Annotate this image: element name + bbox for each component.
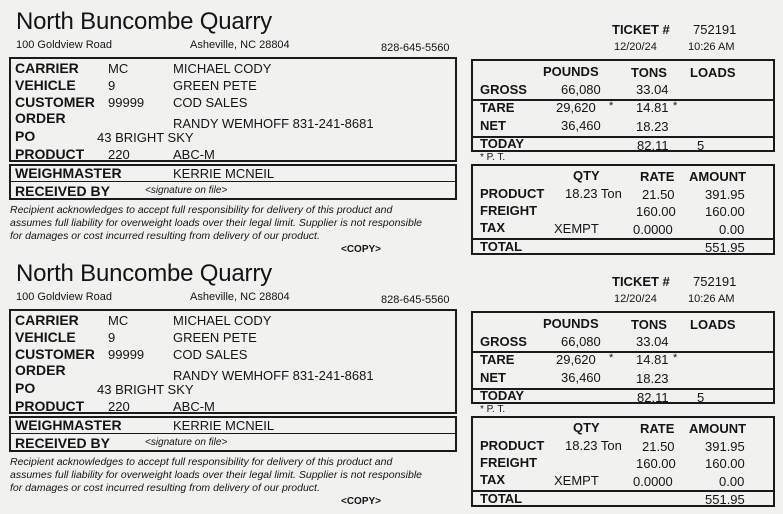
weighmaster-label: WEIGHMASTER	[15, 417, 122, 433]
carrier-code: MC	[108, 313, 129, 328]
vehicle-label: VEHICLE	[15, 329, 76, 345]
vehicle-code: 9	[108, 330, 116, 345]
customer-label: CUSTOMER	[15, 94, 95, 110]
net-tons: 18.23	[636, 119, 669, 134]
freight-amount: 160.00	[705, 204, 745, 219]
customer-name: COD SALES	[173, 347, 248, 362]
signature-on-file: <signature on file>	[145, 437, 228, 448]
product-code: 220	[108, 147, 130, 162]
tare-tons: 14.81	[636, 100, 669, 115]
today-tons: 82.11	[637, 390, 669, 405]
tax-label: TAX	[480, 220, 506, 235]
tax-rate: 0.0000	[633, 474, 673, 489]
pounds-header: POUNDS	[543, 316, 599, 331]
ticket-number: 752191	[693, 22, 737, 37]
gross-pounds: 66,080	[561, 334, 601, 349]
company-address: 100 Goldview Road	[16, 291, 113, 303]
charge-product-rate: 21.50	[642, 187, 675, 202]
tax-amount: 0.00	[719, 222, 745, 237]
ticket-label: TICKET #	[612, 22, 670, 37]
gross-divider	[472, 351, 774, 353]
weighmaster-divider	[10, 181, 456, 182]
carrier-code: MC	[108, 61, 129, 76]
tare-label: TARE	[480, 352, 515, 367]
rate-header: RATE	[640, 421, 675, 436]
tare-tons: 14.81	[636, 352, 669, 367]
po-value: 43 BRIGHT SKY	[97, 382, 194, 397]
company-phone: 828-645-5560	[381, 294, 450, 306]
weighmaster-divider	[10, 433, 456, 434]
weighmaster-name: KERRIE MCNEIL	[173, 166, 275, 181]
tons-header: TONS	[631, 317, 667, 332]
total-label: TOTAL	[480, 239, 523, 254]
copy-mark: <COPY>	[341, 244, 382, 255]
carrier-label: CARRIER	[15, 60, 79, 76]
net-tons: 18.23	[636, 371, 669, 386]
ticket-number: 752191	[693, 274, 737, 289]
tare-pt-mark: *	[609, 100, 614, 112]
vehicle-name: GREEN PETE	[173, 330, 257, 345]
loads-header: LOADS	[690, 317, 736, 332]
charge-product-rate: 21.50	[642, 439, 675, 454]
vehicle-code: 9	[108, 78, 116, 93]
tare-tons-mark: *	[673, 100, 678, 112]
charge-product-label: PRODUCT	[480, 186, 545, 201]
tare-label: TARE	[480, 100, 515, 115]
company-city: Asheville, NC 28804	[190, 39, 290, 51]
company-name: North Buncombe Quarry	[16, 8, 272, 35]
tare-tons-mark: *	[673, 352, 678, 364]
today-loads: 5	[697, 138, 705, 153]
disclaimer-line-3: for damages or cost incurred resulting from delivery of our product.	[10, 230, 320, 242]
tare-pounds: 29,620	[556, 352, 596, 367]
charge-product-amount: 391.95	[705, 187, 745, 202]
tax-label: TAX	[480, 472, 506, 487]
freight-label: FREIGHT	[480, 455, 538, 470]
copy-mark: <COPY>	[341, 496, 382, 507]
gross-label: GROSS	[480, 334, 527, 349]
total-amount: 551.95	[705, 240, 745, 255]
customer-code: 99999	[108, 347, 145, 362]
qty-header: QTY	[573, 420, 600, 435]
disclaimer-line-1: Recipient acknowledges to accept full responsibility for delivery of this product and	[10, 204, 393, 216]
freight-amount: 160.00	[705, 456, 745, 471]
tons-header: TONS	[631, 65, 667, 80]
charge-product-label: PRODUCT	[480, 438, 545, 453]
tax-rate: 0.0000	[633, 222, 673, 237]
weighmaster-name: KERRIE MCNEIL	[173, 418, 275, 433]
order-label: ORDER	[15, 110, 66, 126]
ticket-date: 12/20/24	[614, 293, 657, 305]
company-phone: 828-645-5560	[381, 42, 450, 54]
product-name: ABC-M	[173, 147, 215, 162]
company-address: 100 Goldview Road	[16, 39, 113, 51]
gross-tons: 33.04	[636, 82, 669, 97]
gross-label: GROSS	[480, 82, 527, 97]
product-code: 220	[108, 399, 130, 414]
company-city: Asheville, NC 28804	[190, 291, 290, 303]
carrier-name: MICHAEL CODY	[173, 61, 272, 76]
gross-pounds: 66,080	[561, 82, 601, 97]
ticket-time: 10:26 AM	[688, 293, 735, 305]
po-label: PO	[15, 380, 36, 396]
order-label: ORDER	[15, 362, 66, 378]
product-label: PRODUCT	[15, 146, 85, 162]
carrier-name: MICHAEL CODY	[173, 313, 272, 328]
pounds-header: POUNDS	[543, 64, 599, 79]
amount-header: AMOUNT	[689, 421, 747, 436]
customer-label: CUSTOMER	[15, 346, 95, 362]
pt-note: * P. T.	[480, 404, 506, 415]
product-label: PRODUCT	[15, 398, 85, 414]
tax-qty: XEMPT	[554, 473, 599, 488]
total-label: TOTAL	[480, 491, 523, 506]
carrier-label: CARRIER	[15, 312, 79, 328]
weighmaster-label: WEIGHMASTER	[15, 165, 122, 181]
amount-header: AMOUNT	[689, 169, 747, 184]
company-name: North Buncombe Quarry	[16, 260, 272, 287]
tare-pt-mark: *	[609, 352, 614, 364]
ticket-label: TICKET #	[612, 274, 670, 289]
ticket-date: 12/20/24	[614, 41, 657, 53]
disclaimer-line-2: assumes full liability for overweight loads over their legal limit. Supplier is not responsible	[10, 469, 423, 481]
freight-rate: 160.00	[636, 456, 676, 471]
net-pounds: 36,460	[561, 118, 601, 133]
total-amount: 551.95	[705, 492, 745, 507]
tare-pounds: 29,620	[556, 100, 596, 115]
freight-rate: 160.00	[636, 204, 676, 219]
scale-ticket	[0, 252, 783, 509]
received-by-label: RECEIVED BY	[15, 183, 110, 199]
vehicle-label: VEHICLE	[15, 77, 76, 93]
ticket-time: 10:26 AM	[688, 41, 735, 53]
order-value: RANDY WEMHOFF 831-241-8681	[173, 116, 374, 131]
signature-on-file: <signature on file>	[145, 185, 228, 196]
disclaimer-line-3: for damages or cost incurred resulting from delivery of our product.	[10, 482, 320, 494]
today-tons: 82.11	[637, 138, 669, 153]
net-label: NET	[480, 370, 506, 385]
tax-amount: 0.00	[719, 474, 745, 489]
rate-header: RATE	[640, 169, 675, 184]
today-label: TODAY	[480, 136, 525, 151]
freight-label: FREIGHT	[480, 203, 538, 218]
po-label: PO	[15, 128, 36, 144]
vehicle-name: GREEN PETE	[173, 78, 257, 93]
customer-name: COD SALES	[173, 95, 248, 110]
today-loads: 5	[697, 390, 705, 405]
net-label: NET	[480, 118, 506, 133]
disclaimer-line-1: Recipient acknowledges to accept full responsibility for delivery of this product and	[10, 456, 393, 468]
order-value: RANDY WEMHOFF 831-241-8681	[173, 368, 374, 383]
charge-product-qty: 18.23 Ton	[565, 186, 622, 201]
disclaimer-line-2: assumes full liability for overweight loads over their legal limit. Supplier is not responsible	[10, 217, 423, 229]
po-value: 43 BRIGHT SKY	[97, 130, 194, 145]
customer-code: 99999	[108, 95, 145, 110]
tax-qty: XEMPT	[554, 221, 599, 236]
product-name: ABC-M	[173, 399, 215, 414]
charge-product-amount: 391.95	[705, 439, 745, 454]
today-label: TODAY	[480, 388, 525, 403]
gross-divider	[472, 99, 774, 101]
net-pounds: 36,460	[561, 370, 601, 385]
loads-header: LOADS	[690, 65, 736, 80]
pt-note: * P. T.	[480, 152, 506, 163]
received-by-label: RECEIVED BY	[15, 435, 110, 451]
gross-tons: 33.04	[636, 334, 669, 349]
qty-header: QTY	[573, 168, 600, 183]
charge-product-qty: 18.23 Ton	[565, 438, 622, 453]
